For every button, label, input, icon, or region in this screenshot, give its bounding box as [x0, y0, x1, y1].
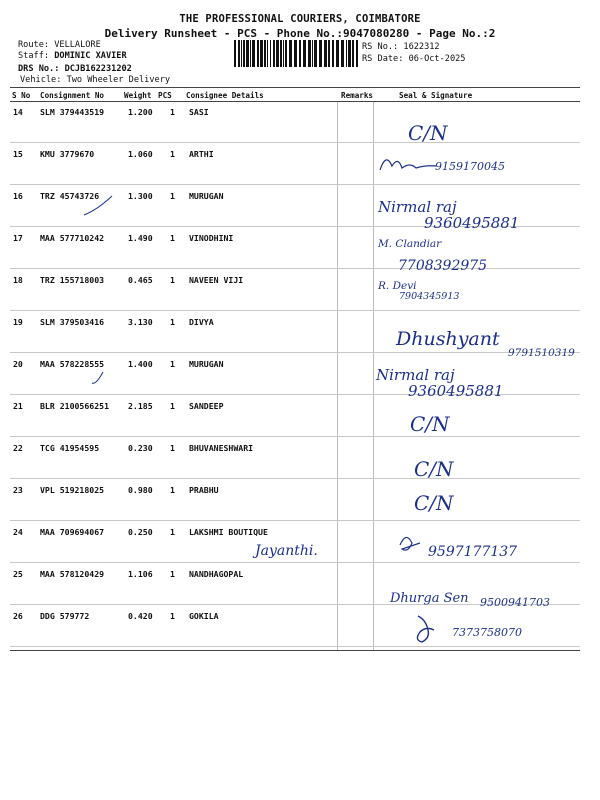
sig-21: C/N [410, 412, 450, 436]
cell-consignee: GOKILA [189, 611, 219, 621]
cell-consignee: PRABHU [189, 485, 219, 495]
cell-consignment: MAA 578228555 [40, 359, 105, 369]
cell-pcs: 1 [170, 527, 175, 537]
cell-consignee: DIVYA [189, 317, 214, 327]
cell-sno: 20 [13, 359, 23, 369]
sig-22: C/N [414, 457, 454, 481]
sig-26-scribble [417, 616, 434, 642]
cell-consignee: BHUVANESHWARI [189, 443, 254, 453]
cell-weight: 0.980 [128, 485, 153, 495]
cell-consignee: MURUGAN [189, 359, 224, 369]
cell-consignment: VPL 519218025 [40, 485, 105, 495]
sig-17-phone: 7708392975 [398, 258, 488, 274]
cell-sno: 21 [13, 401, 23, 411]
tick-mark-20 [92, 372, 103, 383]
cell-sno: 17 [13, 233, 23, 243]
cell-pcs: 1 [170, 149, 175, 159]
cell-weight: 1.106 [128, 569, 153, 579]
cell-sno: 14 [13, 107, 23, 117]
cell-consignee: SANDEEP [189, 401, 224, 411]
cell-consignment: DDG 579772 [40, 611, 90, 621]
cell-pcs: 1 [170, 275, 175, 285]
col-consignment: Consignment No [40, 91, 105, 100]
cell-consignment: KMU 3779670 [40, 149, 95, 159]
cell-sno: 26 [13, 611, 23, 621]
cell-pcs: 1 [170, 443, 175, 453]
cell-weight: 0.250 [128, 527, 153, 537]
cell-sno: 24 [13, 527, 23, 537]
company-name: THE PROFESSIONAL COURIERS, COIMBATORE [179, 13, 421, 25]
sig-16-phone: 9360495881 [424, 214, 520, 232]
cell-pcs: 1 [170, 107, 175, 117]
staff-name: DOMINIC XAVIER [54, 51, 127, 61]
cell-pcs: 1 [170, 569, 175, 579]
cell-pcs: 1 [170, 401, 175, 411]
sig-18-name: R. Devi [378, 280, 417, 292]
cell-consignee: NAVEEN VIJI [189, 275, 244, 285]
col-seal: Seal & Signature [399, 91, 473, 100]
col-weight: Weight [124, 91, 152, 100]
cell-consignment: TRZ 45743726 [40, 191, 100, 201]
cell-pcs: 1 [170, 359, 175, 369]
cell-sno: 19 [13, 317, 23, 327]
sig-19-name: Dhushyant [396, 328, 500, 350]
cell-sno: 22 [13, 443, 23, 453]
cell-sno: 18 [13, 275, 23, 285]
cell-weight: 1.400 [128, 359, 153, 369]
sig-20-name: Nirmal raj [376, 366, 455, 384]
cell-consignee: SASI [189, 107, 209, 117]
drs-label: DRS No.: [18, 64, 65, 74]
cell-sno: 23 [13, 485, 23, 495]
cell-consignment: TCG 41954595 [40, 443, 100, 453]
runsheet-title: Delivery Runsheet - PCS - Phone No.:9047080280 - Page No.:2 [104, 27, 496, 40]
sig-18-phone: 7904345913 [399, 291, 460, 302]
vehicle-info: Vehicle: Two Wheeler Delivery [20, 75, 171, 85]
tick-mark-16 [84, 196, 112, 215]
cell-consignment: SLM 379503416 [40, 317, 105, 327]
cell-consignee: ARTHI [189, 149, 214, 159]
cell-consignment: MAA 709694067 [40, 527, 105, 537]
cell-consignment: SLM 379443519 [40, 107, 105, 117]
cell-weight: 3.130 [128, 317, 153, 327]
cell-pcs: 1 [170, 233, 175, 243]
cell-pcs: 1 [170, 317, 175, 327]
cell-pcs: 1 [170, 485, 175, 495]
col-remarks: Remarks [341, 91, 374, 100]
cell-consignment: MAA 578120429 [40, 569, 105, 579]
col-consignee: Consignee Details [186, 91, 264, 100]
cell-weight: 0.230 [128, 443, 153, 453]
sig-26-phone: 7373758070 [452, 626, 522, 639]
cell-sno: 16 [13, 191, 23, 201]
sig-25-name: Dhurga Sen [390, 591, 469, 606]
cell-weight: 1.200 [128, 107, 153, 117]
cell-consignment: MAA 577710242 [40, 233, 105, 243]
sig-16-name: Nirmal raj [378, 198, 457, 216]
sig-24-phone: 9597177137 [428, 544, 518, 560]
cell-consignee: MURUGAN [189, 191, 224, 201]
cell-sno: 15 [13, 149, 23, 159]
cell-consignment: TRZ 155718003 [40, 275, 105, 285]
cell-pcs: 1 [170, 191, 175, 201]
sig-19-phone: 9791510319 [508, 347, 575, 359]
cell-pcs: 1 [170, 611, 175, 621]
sig-17-name: M. Clandiar [378, 238, 442, 250]
sig-20-phone: 9360495881 [408, 382, 504, 400]
sig-14: C/N [408, 121, 448, 145]
sig-24-scribble [400, 537, 420, 550]
cell-weight: 0.420 [128, 611, 153, 621]
col-sno: S No [12, 91, 31, 100]
sig-15-phone: 9159170045 [435, 160, 505, 173]
col-pcs: PCS [158, 91, 172, 100]
cell-weight: 1.490 [128, 233, 153, 243]
cell-consignee: LAKSHMI BOUTIQUE [189, 527, 268, 537]
cell-consignment: BLR 2100566251 [40, 401, 110, 411]
sig-24-name: Jayanthi. [255, 543, 318, 559]
cell-sno: 25 [13, 569, 23, 579]
drs-number: DCJB162231202 [64, 64, 132, 74]
cell-weight: 1.060 [128, 149, 153, 159]
cell-weight: 0.465 [128, 275, 153, 285]
sig-15-scribble [380, 160, 436, 170]
cell-consignee: NANDHAGOPAL [189, 569, 244, 579]
cell-weight: 1.300 [128, 191, 153, 201]
staff-label: Staff: [18, 51, 55, 61]
sig-23: C/N [414, 491, 454, 515]
cell-consignee: VINODHINI [189, 233, 234, 243]
sig-25-phone: 9500941703 [480, 596, 550, 609]
rs-date: RS Date: 06-Oct-2025 [362, 54, 466, 64]
route-info: Route: VELLALORE [18, 40, 101, 50]
rs-number: RS No.: 1622312 [362, 42, 440, 52]
cell-weight: 2.185 [128, 401, 153, 411]
